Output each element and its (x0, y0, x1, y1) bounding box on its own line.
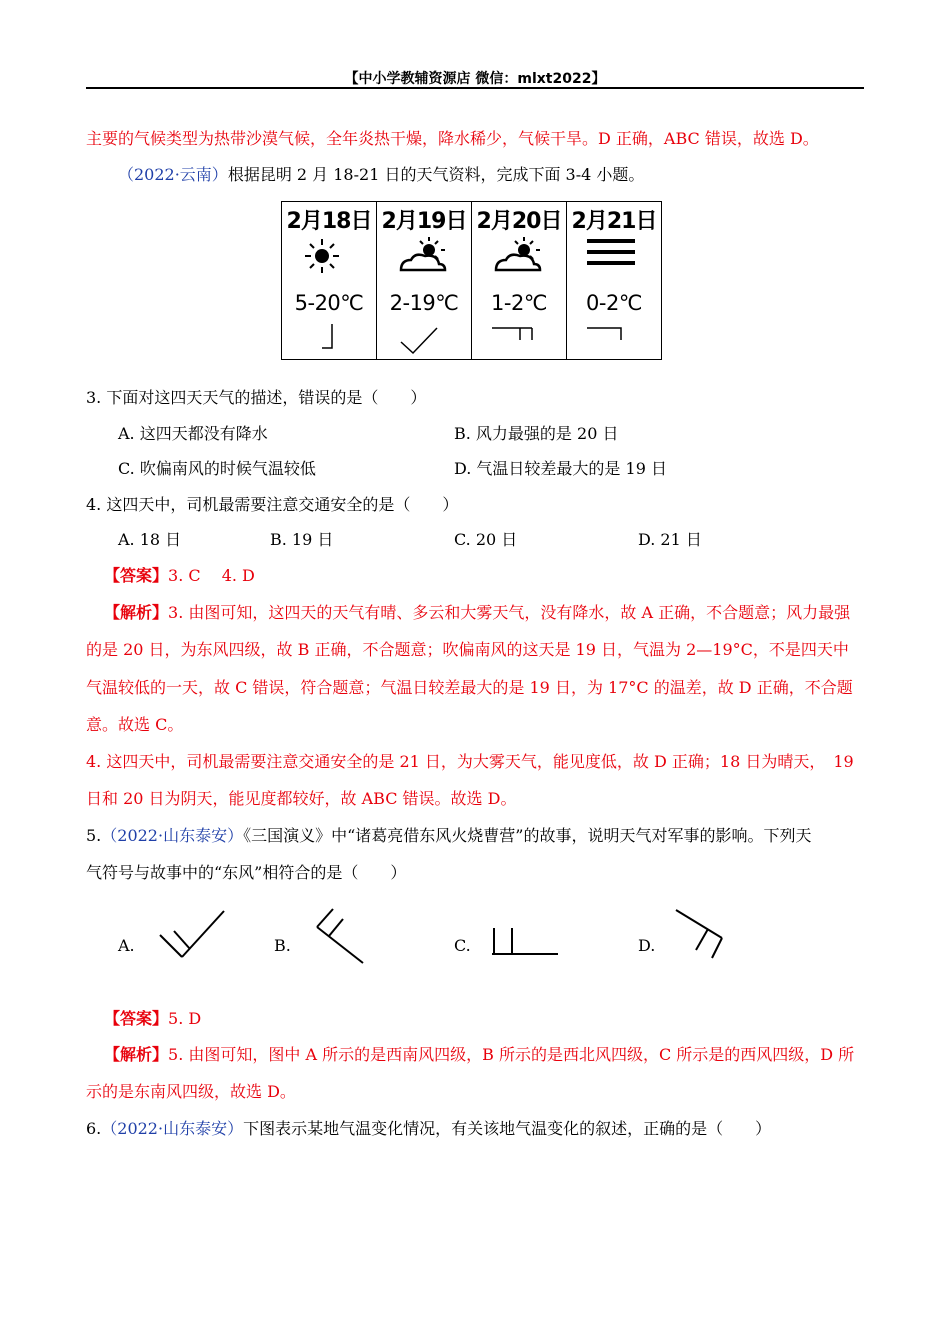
explanation-label: 【解析】 (104, 1045, 169, 1064)
q5-option-c-wind-symbol (488, 922, 562, 958)
answer-3-4 (104, 566, 255, 586)
weather-cell-18 (282, 202, 377, 360)
weather-date: 2月21日 (571, 209, 657, 234)
wind-symbol-18 (302, 322, 362, 356)
previous-explanation-tail: 主要的气候类型为热带沙漠气候，全年炎热干燥，降水稀少，气候干旱。D 正确，ABC 错误，故选 D。 (86, 129, 819, 148)
weather-temp: 1-2℃ (491, 291, 547, 315)
page-header: 【中小学教辅资源店 微信：mlxt2022】 (344, 71, 606, 87)
q5-option-d-wind-symbol (672, 904, 732, 964)
weather-date: 2月18日 (286, 209, 372, 234)
explanation-5-line-1 (104, 1045, 854, 1065)
answer-label: 【答案】 (104, 566, 169, 585)
q3-option-c: C. 吹偏南风的时候气温较低 (118, 459, 316, 478)
q5-stem-line-2: 气符号与故事中的“东风”相符合的是（ ） (86, 863, 407, 882)
q3-option-d: D. 气温日较差最大的是 19 日 (454, 459, 667, 478)
explanation-5-line-2: 示的是东南风四级，故选 D。 (86, 1082, 296, 1101)
wind-symbol-20 (492, 322, 552, 356)
answer-text: 5. D (168, 1009, 202, 1028)
q5-option-b-wind-symbol (305, 905, 375, 967)
weather-table (281, 201, 662, 360)
weather-cell-20 (472, 202, 567, 360)
q4-option-d: D. 21 日 (638, 530, 702, 549)
q3-option-a: A. 这四天都没有降水 (118, 424, 268, 443)
q3-option-b: B. 风力最强的是 20 日 (454, 424, 619, 443)
q6-stem (86, 1119, 771, 1139)
q6-number: 6. (86, 1119, 102, 1138)
q4-option-c: C. 20 日 (454, 530, 518, 549)
q5-stem-line-1 (86, 826, 811, 846)
q5-option-a-wind-symbol (152, 905, 232, 965)
q5-option-a-label: A. (118, 936, 135, 955)
q4-option-a: A. 18 日 (118, 530, 182, 549)
weather-temp: 5-20℃ (294, 291, 364, 315)
weather-cell-21 (567, 202, 662, 360)
q5-source: （2022·山东泰安） (101, 826, 244, 845)
q6-text: 下图表示某地气温变化情况，有关该地气温变化的叙述，正确的是（ ） (243, 1119, 772, 1138)
explanation-text: 5. 由图可知，图中 A 所示的是西南风四级，B 所示的是西北风四级，C 所示是的西风四级，D 所 (168, 1045, 855, 1064)
explanation-3-4-line-5: 4. 这四天中，司机最需要注意交通安全的是 21 日，为大雾天气，能见度低，故 D 正确；18 日为晴天， 19 (86, 752, 854, 771)
explanation-label: 【解析】 (104, 603, 169, 622)
q5-text: 《三国演义》中“诸葛亮借东风火烧曹营”的故事，说明天气对军事的影响。下列天 (243, 826, 812, 845)
q5-option-c-label: C. (454, 936, 471, 955)
weather-date: 2月20日 (476, 209, 562, 234)
q4-option-b: B. 19 日 (270, 530, 334, 549)
weather-date: 2月19日 (381, 209, 467, 234)
explanation-3-4-line-1 (104, 603, 850, 623)
weather-temp: 2-19℃ (389, 291, 459, 315)
answer-label: 【答案】 (104, 1009, 169, 1028)
q4-stem: 4. 这四天中，司机最需要注意交通安全的是（ ） (86, 495, 459, 514)
q6-source: （2022·山东泰安） (101, 1119, 244, 1138)
wind-symbol-19 (397, 322, 457, 356)
wind-symbol-21 (587, 322, 647, 356)
fog-icon (587, 236, 643, 276)
group-source: （2022·云南） (118, 165, 228, 184)
explanation-3-4-line-2: 的是 20 日，为东风四级，故 B 正确，不合题意；吹偏南风的这天是 19 日，气温为 2—19°C，不是四天中 (86, 640, 849, 659)
q5-number: 5. (86, 826, 102, 845)
partly-cloudy-icon (492, 236, 548, 276)
explanation-text: 3. 由图可知，这四天的天气有晴、多云和大雾天气，没有降水，故 A 正确，不合题意；风力最强 (168, 603, 851, 622)
explanation-3-4-line-3: 气温较低的一天，故 C 错误，符合题意；气温日较差最大的是 19 日，为 17°C 的温差，故 D 正确，不合题 (86, 678, 853, 697)
weather-temp: 0-2℃ (586, 291, 642, 315)
q3-stem: 3. 下面对这四天天气的描述，错误的是（ ） (86, 388, 427, 407)
q5-option-d-label: D. (638, 936, 656, 955)
group-intro-text: 根据昆明 2 月 18-21 日的天气资料，完成下面 3-4 小题。 (227, 165, 645, 184)
answer-5 (104, 1009, 201, 1029)
explanation-3-4-line-6: 日和 20 日为阴天，能见度都较好，故 ABC 错误。故选 D。 (86, 789, 517, 808)
sunny-icon (302, 236, 358, 276)
answer-text: 3. C 4. D (168, 566, 255, 585)
group-intro (118, 165, 644, 185)
weather-cell-19 (377, 202, 472, 360)
q5-option-b-label: B. (274, 936, 291, 955)
header-rule (86, 87, 864, 89)
explanation-3-4-line-4: 意。故选 C。 (86, 715, 184, 734)
partly-cloudy-icon (397, 236, 453, 276)
